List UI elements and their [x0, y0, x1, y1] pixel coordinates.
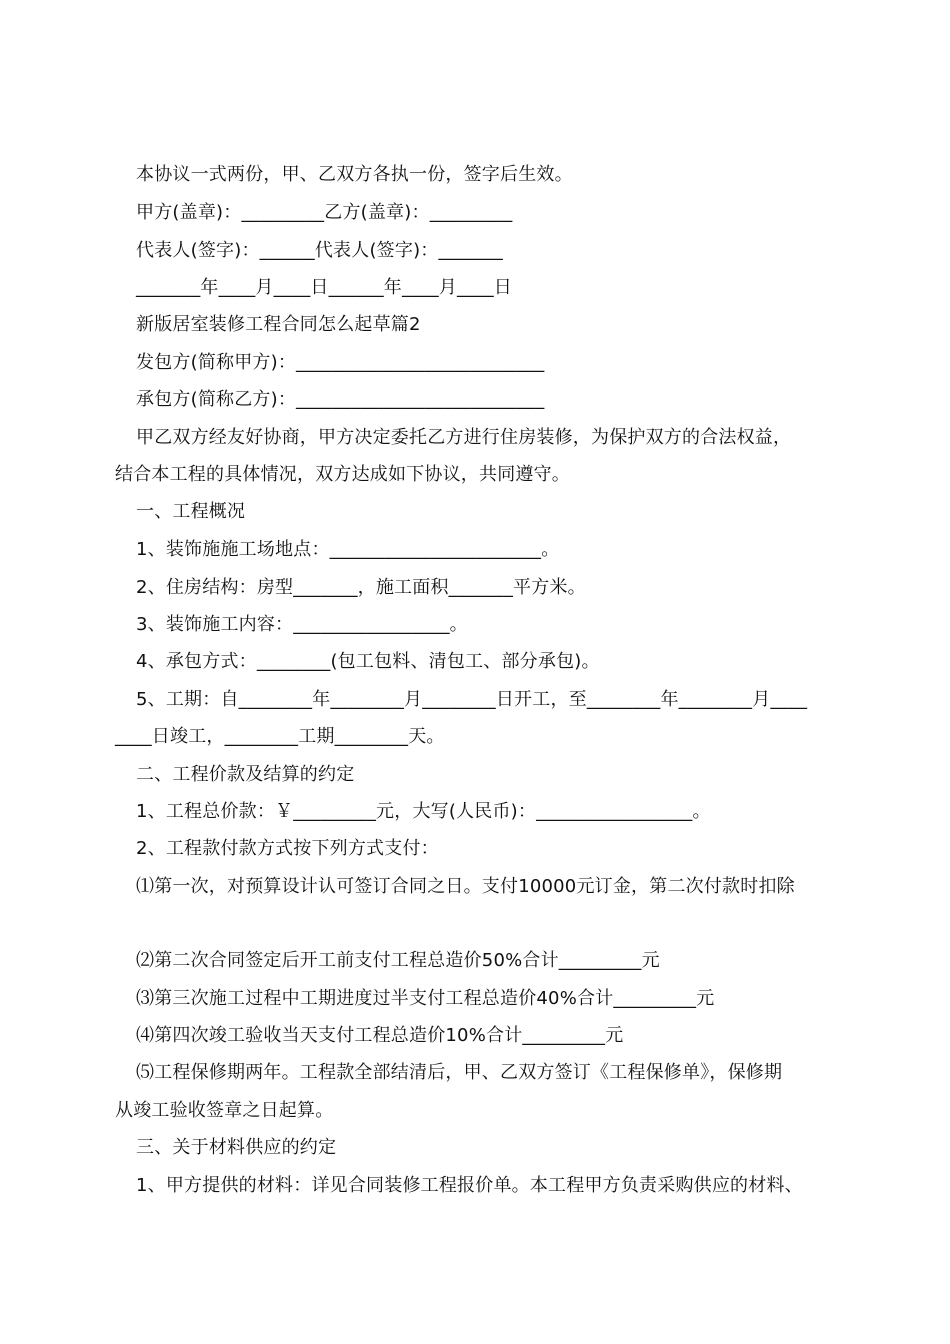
doc-line: 1、工程总价款：￥_________元，大写(人民币)：_________________。: [136, 801, 711, 822]
doc-line: 5、工期：自________年________月________日开工，至________年________月____: [136, 689, 808, 710]
doc-line: ⑶第三次施工过程中工期进度过半支付工程总造价40%合计_________元: [136, 988, 715, 1009]
section-heading: 一、工程概况: [136, 501, 246, 522]
doc-line: 2、工程款付款方式按下列方式支付：: [136, 838, 439, 859]
section-heading: 新版居室装修工程合同怎么起草篇2: [136, 314, 421, 335]
doc-line: 代表人(签字)：______代表人(签字)：_______: [136, 240, 503, 261]
doc-line: 从竣工验收签章之日起算。: [115, 1100, 334, 1121]
doc-line: 2、住房结构：房型_______，施工面积_______平方米。: [136, 577, 586, 598]
doc-line: ⑵第二次合同签定后开工前支付工程总造价50%合计_________元: [136, 950, 660, 971]
doc-line: 发包方(简称甲方)：___________________________: [136, 352, 545, 373]
doc-line: 甲乙双方经友好协商，甲方决定委托乙方进行住房装修，为保护双方的合法权益，: [136, 427, 792, 448]
doc-line: ⑴第一次，对预算设计认可签订合同之日。支付10000元订金，第二次付款时扣除: [136, 876, 795, 897]
doc-line: ⑷第四次竣工验收当天支付工程总造价10%合计_________元: [136, 1025, 624, 1046]
doc-line: 4、承包方式：________(包工包料、清包工、部分承包)。: [136, 651, 600, 672]
section-heading: 二、工程价款及结算的约定: [136, 764, 355, 785]
doc-line: ____日竣工，________工期________天。: [115, 726, 445, 747]
doc-line: _______年____月____日______年____月____日: [136, 277, 512, 298]
doc-line: 甲方(盖章)：_________乙方(盖章)：_________: [136, 202, 513, 223]
doc-line: ⑸工程保修期两年。工程款全部结清后，甲、乙双方签订《工程保修单》，保修期: [136, 1062, 783, 1083]
doc-line: 3、装饰施工内容：_________________。: [136, 614, 468, 635]
doc-line: 结合本工程的具体情况，双方达成如下协议，共同遵守。: [115, 464, 570, 485]
section-heading: 三、关于材料供应的约定: [136, 1137, 337, 1158]
doc-line: 1、甲方提供的材料：详见合同装修工程报价单。本工程甲方负责采购供应的材料、: [136, 1175, 803, 1196]
doc-line: 1、装饰施施工场地点：_______________________。: [136, 539, 560, 560]
doc-line: 本协议一式两份，甲、乙双方各执一份，签字后生效。: [136, 164, 573, 185]
doc-line: 承包方(简称乙方)：___________________________: [136, 389, 545, 410]
